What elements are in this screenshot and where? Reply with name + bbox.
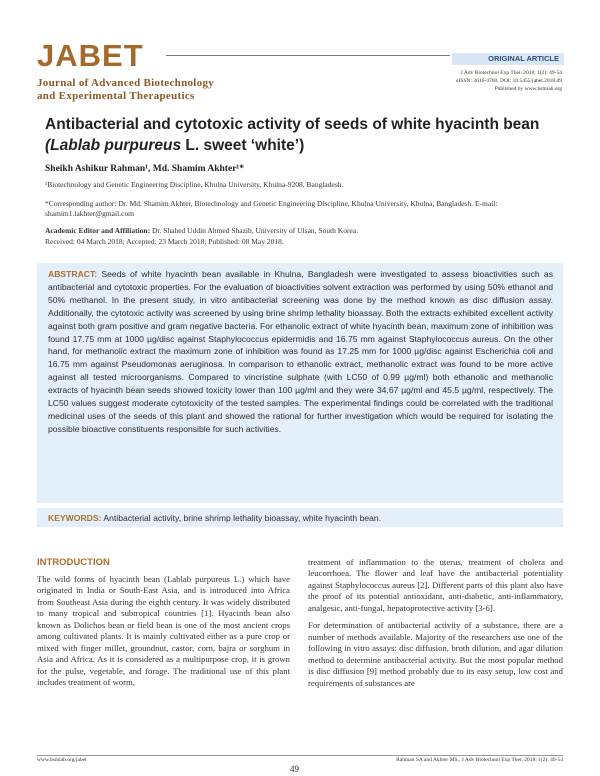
intro-left-column bbox=[37, 574, 290, 695]
authors: Sheikh Ashikur Rahman¹, Md. Shamim Akhter¹* bbox=[45, 164, 245, 174]
article-title bbox=[45, 114, 565, 156]
footer-citation: Rahman SA and Akhter MS., J Adv Biotechnol Exp Ther. 2018; 1(2): 49-54 bbox=[396, 757, 563, 763]
footer-website[interactable]: www.bsmiab.org/jabet bbox=[37, 757, 87, 763]
abstract-label: ABSTRACT: bbox=[48, 269, 98, 279]
abstract-body: Seeds of white hyacinth bean available in Khulna, Bangladesh were investigated to assess bioactivities such as antibacterial and cytotoxic properties. For the evaluation of bioactivities solvent extraction was performed by using 50% ethanol and 50% methanol. In the present study, in vitro antibacterial screening was done by the method known as disc diffusion assay. Additionally, the cytotoxic activity was screened by using brine shrimp lethality bioassay. Both the extracts exhibited excellent activity against both gram positive and gram negative bacteria. For ethanolic extract of white hyacinth bean, maximum zone of inhibition was found 17.75 mm at 1000 µg/disc against Staphylococcus epidermidis and 16.75 mm against Staphylococcus aureus. On the other hand, for methanolic extract the maximum zone of inhibition was found as 17.25 mm for 1000 µg/disc against Escherichia coli and 16.75 mm against Pseudomonas aeruginosa. In comparison to ethanolic extract, methanolic extract was found to be more active against all tested microorganisms. Compared to vincristine sulphate (with LC50 of 0.99 µg/ml) both ethanolic and methanolic extracts of hyacinth bean seeds showed toxicity lower than 100 µg/ml and they were 34.67 µg/ml and 45.5 µg/ml, respectively. The LC50 values suggest moderate cytotoxicity of the tested samples. The experimental findings could be correlated with the traditional medicinal uses of the seeds of this plant and showed the rational for further investigation which would be required for isolating the possible bioactive constituents responsible for such activities. bbox=[48, 269, 553, 434]
intro-right-column bbox=[308, 557, 563, 695]
eissn-doi: eISSN: 2616-4760, DOI: 10.5455/jabet.2018.d9 bbox=[456, 78, 562, 84]
intro-paragraph-3: For determination of antibacterial activity of a substance, there are a number of methods available. Majority of the researchers use one of the following in vitro assays: disc diffusion, broth dilution, and agar dilution method to determine antibacterial activity. But the most popular method is disc diffusion [9] method probably due to its easy setup, low cost and requirements of substances are bbox=[308, 620, 563, 688]
keywords bbox=[48, 513, 381, 523]
intro-paragraph-1: The wild forms of hyacinth bean (Lablab purpureus L.) which have originated in India or South-East Asia, and is introduced into Africa from Southeast Asia during the eighth century. It was widely distributed to many tropical and subtropical countries [1]. Hyacinth bean also known as Dolichos bean or field bean is one of the most ancient crops among cultivated plants. It is mainly cultivated either as a pure crop or mixed with finger millet, groundnut, castor, corn, bajra or sorghum in Asia and Africa. As it is considered as a multipurpose crop, it is grown for the pulse, vegetable, and forage. The traditional use of this plant includes treatment of worm, bbox=[37, 574, 290, 688]
editor-value: Dr. Shahed Uddin Ahmed Shazib, University of Ulsan, South Korea. bbox=[150, 226, 358, 235]
abstract bbox=[48, 268, 553, 436]
title-variety: L. sweet ‘white’) bbox=[181, 137, 305, 154]
title-line2 bbox=[45, 135, 565, 156]
article-type-badge: ORIGINAL ARTICLE bbox=[452, 53, 564, 65]
title-line1: Antibacterial and cytotoxic activity of seeds of white hyacinth bean bbox=[45, 116, 540, 133]
journal-name-line1: Journal of Advanced Biotechnology bbox=[37, 77, 215, 89]
citation: J Adv Biotechnol Exp Ther. 2018; 1(2): 49-54 bbox=[460, 70, 562, 76]
academic-editor bbox=[45, 226, 560, 236]
footer-rule bbox=[37, 755, 563, 756]
header-rule bbox=[166, 55, 450, 56]
keywords-text: Antibacterial activity, brine shrimp lethality bioassay, white hyacinth bean. bbox=[101, 513, 382, 523]
corresponding-author: *Corresponding author: Dr. Md. Shamim Akhter, Biotechnology and Genetic Engineering Discipline, Khulna University, Khulna, Bangladesh. E-mail: shamim1.lakhter@gmail.com bbox=[45, 199, 498, 218]
page-number: 49 bbox=[290, 764, 299, 774]
journal-name-line2: and Experimental Therapeutics bbox=[37, 90, 195, 102]
keywords-label: KEYWORDS: bbox=[48, 513, 102, 523]
affiliation: ¹Biotechnology and Genetic Engineering Discipline, Khulna University, Khulna-9208, Bangladesh. bbox=[45, 180, 344, 189]
journal-logo: JABET bbox=[37, 38, 144, 73]
title-species: (Lablab purpureus bbox=[45, 137, 182, 154]
article-dates: Received: 04 March 2018; Accepted: 23 March 2018; Published: 08 May 2018. bbox=[45, 237, 284, 246]
introduction-heading: INTRODUCTION bbox=[37, 557, 110, 568]
intro-paragraph-2: treatment of inflammation to the uterus, treatment of cholera and leucorrhoea. The flower and leaf have the antibacterial potentiality against Staphylococcus aureus [2]. Different parts of this plant also have the proof of its potential antioxidant, anti-diabetic, anti-inflammatory, analgesic, anti-fungal, hepatoprotective activity [3-6]. bbox=[308, 557, 563, 613]
publisher-link[interactable]: Published by www.bsmiab.org bbox=[494, 86, 562, 92]
editor-label: Academic Editor and Affiliation: bbox=[45, 226, 151, 235]
